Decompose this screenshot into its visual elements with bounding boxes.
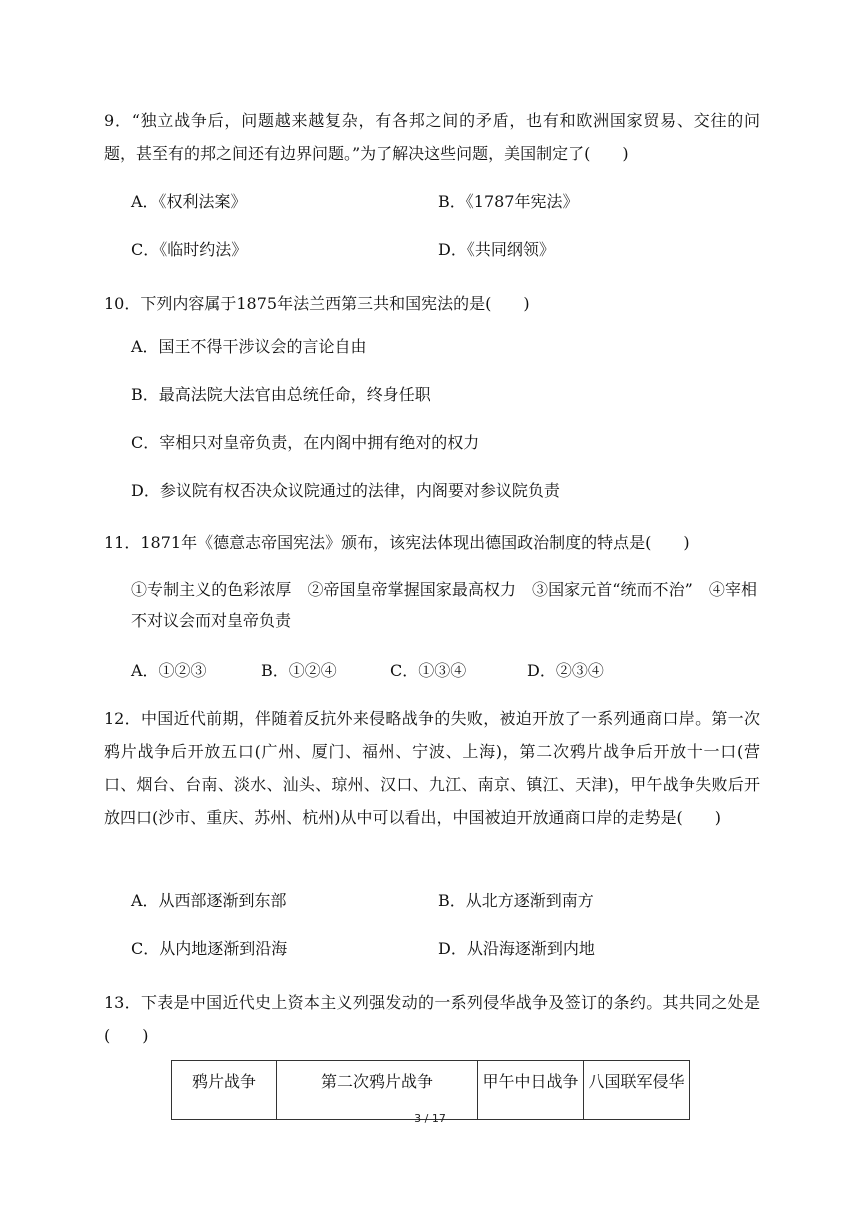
table-row (172, 1061, 690, 1120)
table-header-cell: 鸦片战争 (172, 1061, 277, 1120)
question-12-options (131, 889, 771, 969)
q12-option-d: D．从沿海逐渐到内地 (438, 939, 595, 958)
table-header-cell: 甲午中日战争 (478, 1061, 584, 1120)
question-11-text: 11．1871年《德意志帝国宪法》颁布，该宪法体现出德国政治制度的特点是( ) (104, 533, 690, 552)
q12-option-a: A．从西部逐渐到东部 (131, 891, 287, 910)
question-10-options (131, 335, 771, 505)
question-11-options (131, 659, 691, 683)
q11-option-d: D．②③④ (527, 661, 604, 680)
table-header-cell: 八国联军侵华 (584, 1061, 690, 1120)
page-number: 3 / 17 (414, 1112, 446, 1125)
question-13-table (171, 1060, 690, 1120)
q12-option-c: C．从内地逐渐到沿海 (131, 939, 288, 958)
q11-option-b: B．①②④ (261, 661, 337, 680)
q11-option-c: C．①③④ (390, 661, 467, 680)
q10-option-d: D．参议院有权否决众议院通过的法律，内阁要对参议院负责 (131, 481, 560, 500)
question-9-text: 9．“独立战争后，问题越来越复杂，有各邦之间的矛盾，也有和欧洲国家贸易、交往的问题，甚至有的邦之间还有边界问题。”为了解决这些问题，美国制定了( ) (104, 111, 760, 163)
q10-option-b: B．最高法院大法官由总统任命，终身任职 (131, 385, 431, 404)
q12-option-b: B．从北方逐渐到南方 (438, 891, 594, 910)
q10-option-c: C．宰相只对皇帝负责，在内阁中拥有绝对的权力 (131, 433, 480, 452)
question-10-text: 10．下列内容属于1875年法兰西第三共和国宪法的是( ) (104, 294, 530, 313)
q9-option-a: A．《权利法案》 (131, 192, 247, 211)
q9-option-b: B．《1787年宪法》 (438, 192, 579, 211)
q11-option-a: A．①②③ (131, 661, 207, 680)
q10-option-a: A．国王不得干涉议会的言论自由 (131, 337, 367, 356)
question-9-options (131, 190, 771, 270)
q9-option-c: C．《临时约法》 (131, 240, 248, 259)
table-header-cell: 第二次鸦片战争 (277, 1061, 478, 1120)
question-11-statements: ①专制主义的色彩浓厚 ②帝国皇帝掌握国家最高权力 ③国家元首“统而不治” ④宰相不对议会而对皇帝负责 (131, 580, 757, 630)
question-12-text: 12．中国近代前期，伴随着反抗外来侵略战争的失败，被迫开放了一系列通商口岸。第一次鸦片战争后开放五口(广州、厦门、福州、宁波、上海)，第二次鸦片战争后开放十一口(营口、烟台、台南、淡水、汕头、琼州、汉口、九江、南京、镇江、天津)，甲午战争失败后开放四口(沙市、重庆、苏州、杭州)从中可以看出，中国被迫开放通商口岸的走势是( ) (104, 709, 760, 827)
question-13-text: 13．下表是中国近代史上资本主义列强发动的一系列侵华战争及签订的条约。其共同之处是( ) (104, 993, 760, 1045)
q9-option-d: D．《共同纲领》 (438, 240, 555, 259)
